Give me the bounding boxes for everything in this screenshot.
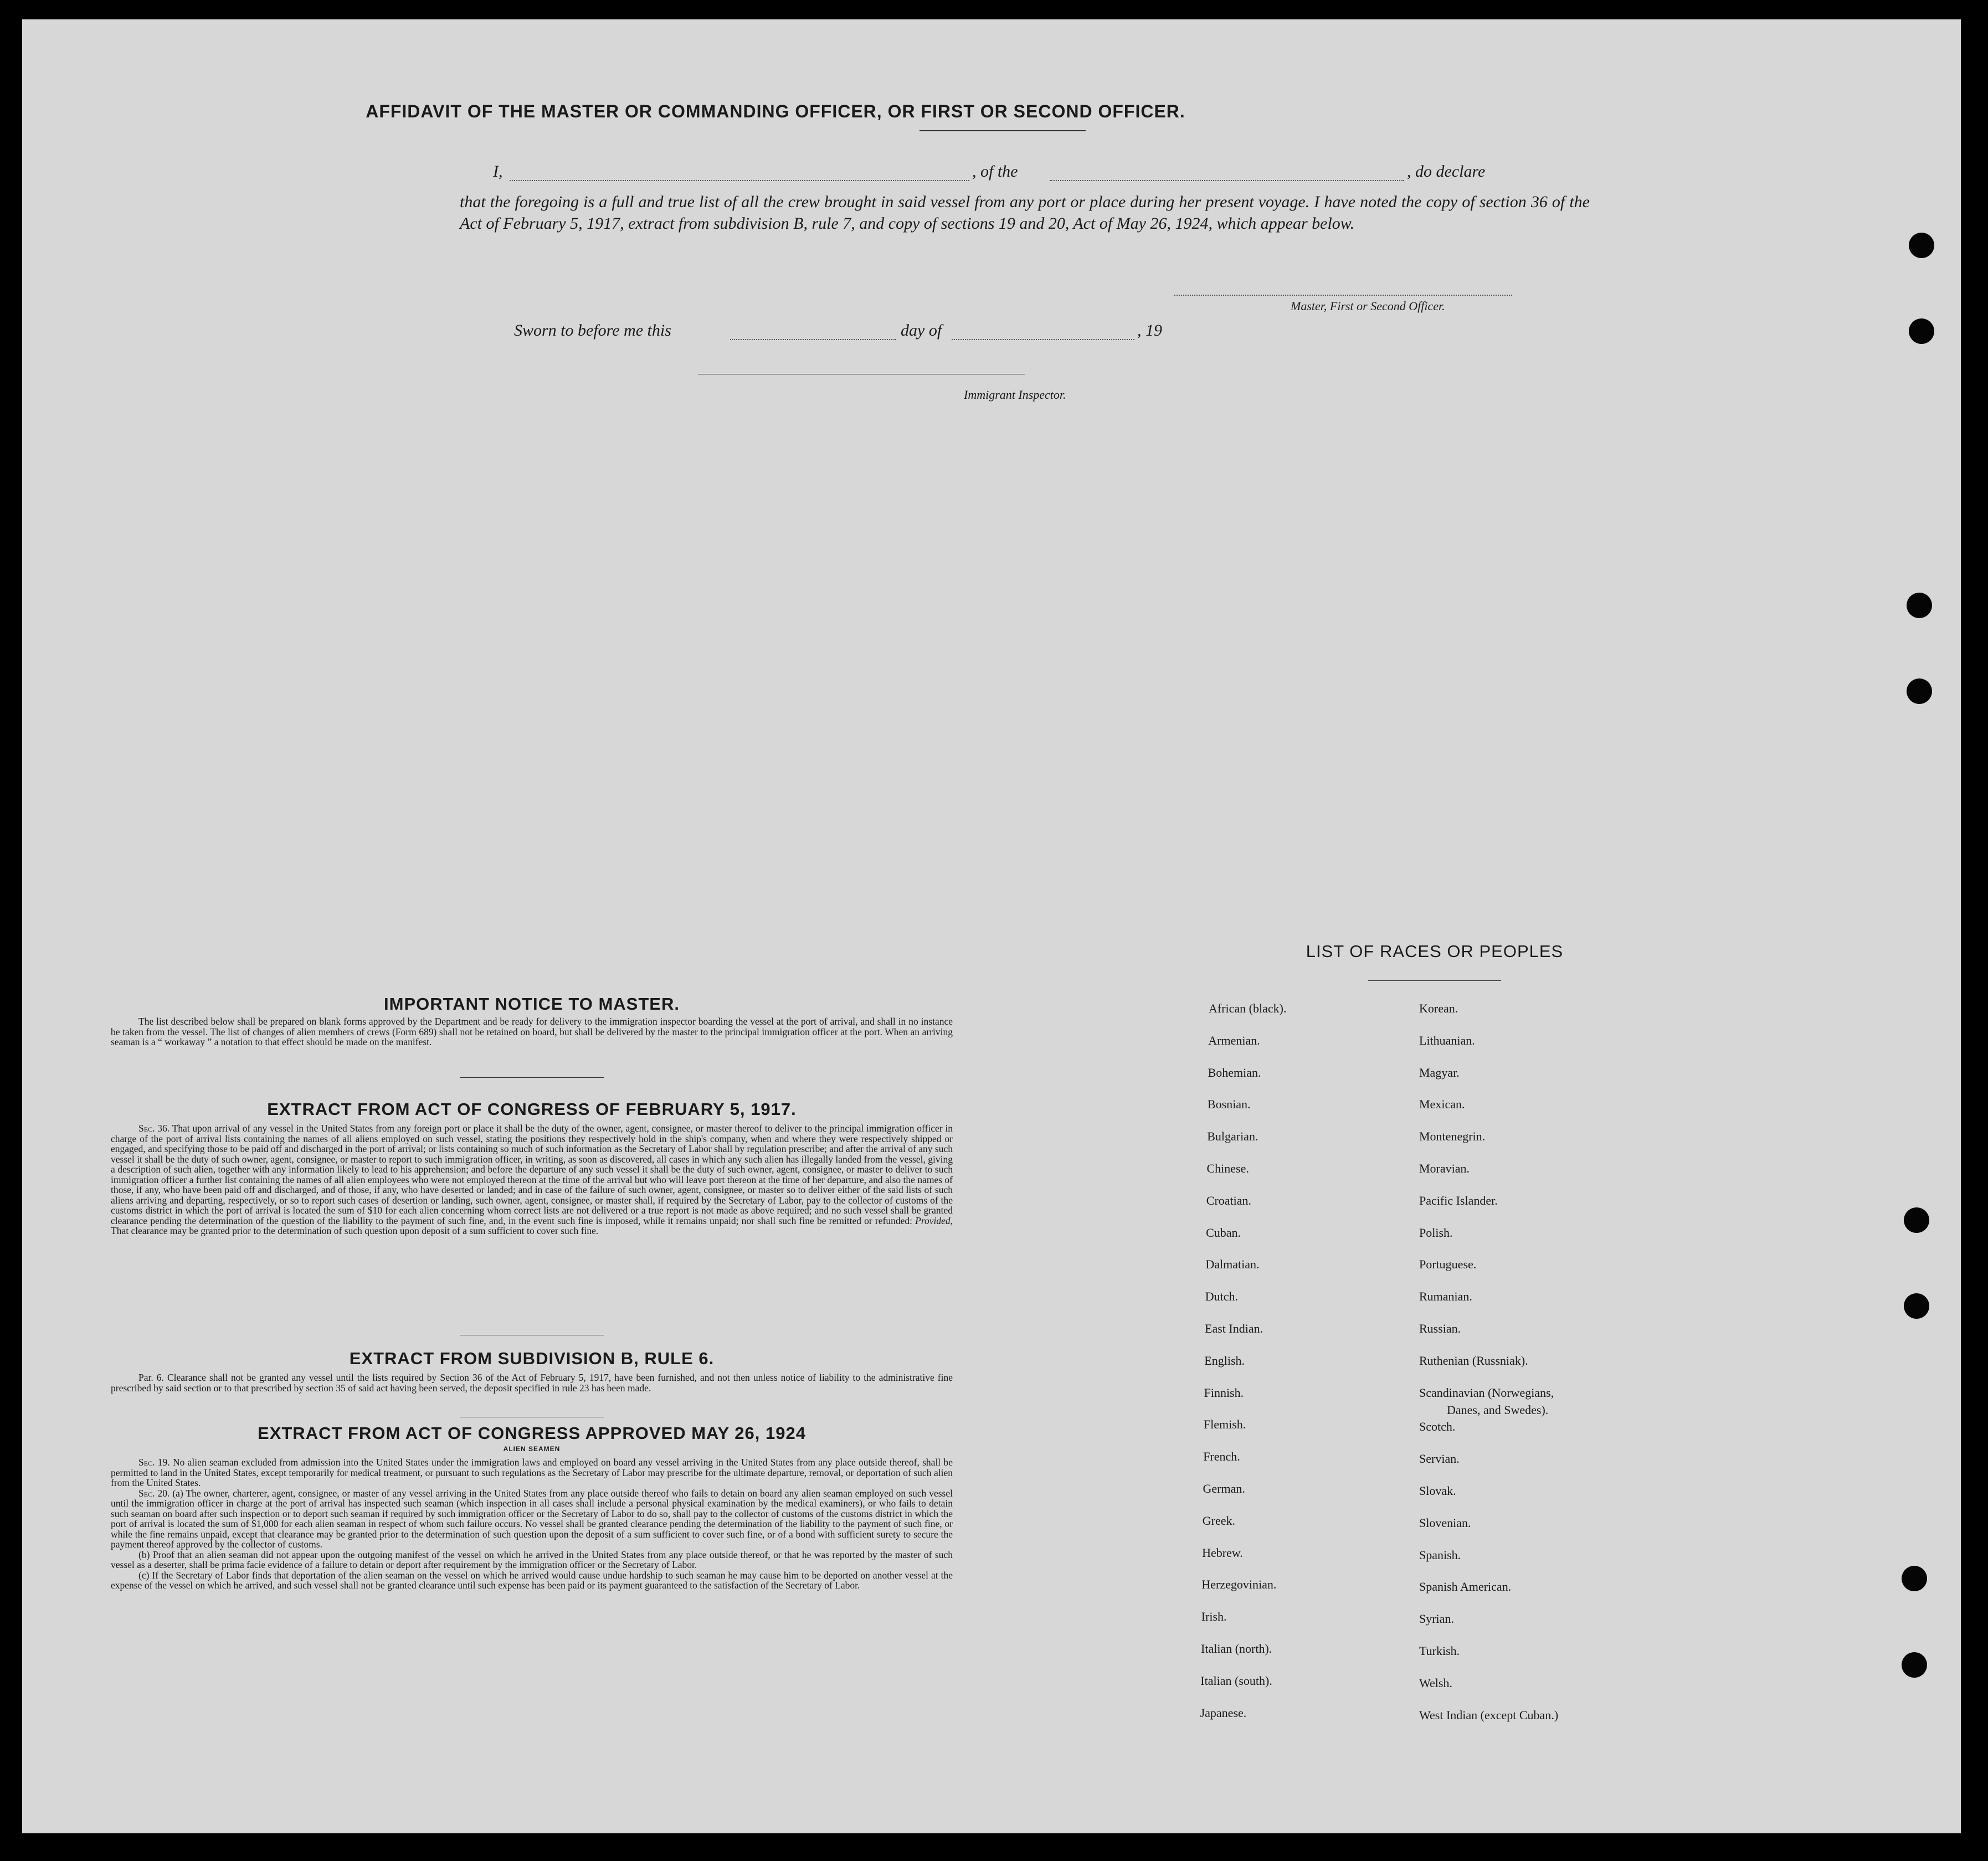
- affidavit-statement: that the foregoing is a full and true list of all the crew brought in said vessel from any port or place during her present voyage. I have noted the copy of section 36 of the Act of February 5, 1917, extract from subdivision B, rule 7, and copy of sections 19 and 20, Act of May 26, 1924, which appear below.: [460, 193, 1590, 233]
- race-item: East Indian.: [1205, 1322, 1263, 1335]
- race-item: Syrian.: [1419, 1612, 1454, 1626]
- inspector-caption: Immigrant Inspector.: [964, 388, 1066, 402]
- i-label: I,: [493, 162, 503, 181]
- race-item: Dutch.: [1205, 1289, 1238, 1304]
- race-item: Italian (north).: [1201, 1642, 1272, 1656]
- of-the-label: , of the: [972, 162, 1018, 181]
- punch-hole: [1909, 318, 1934, 344]
- race-item: Moravian.: [1419, 1161, 1470, 1175]
- race-item: Pacific Islander.: [1419, 1193, 1498, 1207]
- race-item: German.: [1203, 1482, 1245, 1495]
- race-item: Servian.: [1419, 1452, 1460, 1466]
- race-item: Chinese.: [1206, 1161, 1249, 1175]
- notice-title: IMPORTANT NOTICE TO MASTER.: [384, 994, 680, 1014]
- race-item: Cuban.: [1206, 1225, 1241, 1240]
- races-title: LIST OF RACES OR PEOPLES: [1306, 942, 1564, 961]
- section-divider: [460, 1077, 604, 1078]
- race-item: Mexican.: [1419, 1097, 1465, 1112]
- notice-paragraph: The list described below shall be prepared on blank forms approved by the Department and be ready for delivery to the immigration inspector boarding the vessel at the port of arrival, and shall in no instance be taken from the vessel. The list of changes of alien members of crews (Form 689) shall not be retained on board, but shall be delivered by the master to the principal immigration officer at the port. When an arriving seaman is a “ workaway ” a notation to that effect should be made on the manifest.: [111, 1016, 953, 1047]
- provided-label: Provided,: [915, 1215, 953, 1226]
- extract-1924-text: [111, 1457, 953, 1591]
- punch-hole: [1907, 678, 1932, 704]
- extract-1924-title: EXTRACT FROM ACT OF CONGRESS APPROVED MAY 26, 1924: [258, 1423, 806, 1443]
- race-item: Magyar.: [1419, 1065, 1460, 1079]
- provided-text: That clearance may be granted prior to the determination of such question upon deposit of a sum sufficient to cover such fine.: [111, 1225, 599, 1236]
- do-declare-label: , do declare: [1407, 162, 1486, 181]
- race-item: Flemish.: [1203, 1417, 1246, 1432]
- race-item: Scotch.: [1419, 1420, 1456, 1434]
- race-item: Spanish American.: [1419, 1580, 1512, 1594]
- race-item: Portuguese.: [1419, 1257, 1477, 1272]
- extract-1917-title: EXTRACT FROM ACT OF CONGRESS OF FEBRUARY 5, 1917.: [267, 1099, 797, 1119]
- race-item: Lithuanian.: [1419, 1033, 1475, 1047]
- race-item: French.: [1203, 1449, 1240, 1464]
- race-item: Rumanian.: [1419, 1289, 1472, 1304]
- punch-hole: [1904, 1293, 1929, 1319]
- sec-20-label: Sec. 20.: [138, 1487, 170, 1499]
- punch-hole: [1907, 593, 1932, 618]
- race-item: Irish.: [1201, 1610, 1227, 1624]
- day-of-label: day of: [901, 321, 942, 340]
- race-item: Italian (south).: [1200, 1673, 1272, 1688]
- race-item: Bulgarian.: [1207, 1129, 1258, 1144]
- race-item: Bohemian.: [1208, 1065, 1261, 1079]
- scandinavian-continuation: Danes, and Swedes).: [1447, 1403, 1549, 1417]
- punch-hole: [1909, 233, 1934, 258]
- race-item: Hebrew.: [1202, 1545, 1243, 1560]
- race-item: African (black).: [1209, 1001, 1287, 1015]
- sec-36-text: That upon arrival of any vessel in the United States from any foreign port or place it shall be the duty of the owner, agent, consignee, or master thereof to deliver to the principal immigration officer in charge of the port of arrival lists containing the names of all aliens employed on such vessel, stating the positions they respectively hold in the ship's company, when and where they were respectively shipped or engaged, and specifying those to be paid off and discharged in the port of arrival; or lists containing so much of such information as the Secretary of Labor shall by regulation prescribe; and after the arrival of any such vessel it shall be the duty of such owner, agent, consignee, or master to report to such immigration officer, in writing, as soon as discovered, all cases in which any such alien has illegally landed from the vessel, giving a description of such alien, together with any information likely to lead to his apprehension; and before the departure of any such vessel it shall be the duty of such owner, agent, consignee, or master to deliver to such immigration officer a further list containing the names of all alien employees who were not employed thereon at the time of the arrival but who will leave port thereon at the time of her departure, and also the names of those, if any, who have been paid off and discharged, and of those, if any, who have deserted or landed; and in case of the failure of such owner, agent, consignee, or master so to deliver either of the said lists of such aliens arriving and departing, respectively, or so to report such cases of desertion or landing, such owner, agent, consignee, or master shall, if required by the Secretary of Labor, pay to the collector of customs of the customs district in which the port of arrival is located the sum of $10 for each alien concerning whom correct lists are not delivered or a true report is not made as above required; and no such vessel shall be granted clearance pending the determination of the question of the liability to the payment of such fine, and, in the event such fine is imposed, while it remains unpaid; nor shall such fine be remitted or refunded:: [111, 1123, 953, 1226]
- punch-hole: [1902, 1566, 1927, 1591]
- declarant-line: [493, 162, 1590, 184]
- rule6-paragraph: Par. 6. Clearance shall not be granted any vessel until the lists required by Section 36 of the Act of February 5, 1917, have been furnished, and not then unless notice of liability to the administrative fine prescribed by said section or to that prescribed by section 35 of said act having been served, the deposit specified in rule 23 has been made.: [111, 1372, 953, 1394]
- sec-20c-text: (c) If the Secretary of Labor finds that deportation of the alien seaman on the vessel on which he arrived would cause undue hardship to such seaman he may cause him to be deported on another vessel at the expense of the vessel on which he arrived, and such vessel shall not be granted clearance until such expense has been paid or its payment guaranteed to the satisfaction of the Secretary of Labor.: [111, 1569, 953, 1591]
- name-blank[interactable]: [510, 180, 969, 181]
- extract-rule6-title: EXTRACT FROM SUBDIVISION B, RULE 6.: [349, 1349, 715, 1368]
- document-page: [22, 19, 1961, 1833]
- sec-20a-text: (a) The owner, charterer, agent, consignee, or master of any vessel arriving in the United States from any place outside thereof who fails to detain on board any alien seaman employed on such vessel until the immigration officer in charge at the port of arrival has inspected such seaman (which inspection in all cases shall include a personal physical examination by the medical examiners), or who fails to detain such seaman on board after such inspection or to deport such seaman if required by such immigration officer or the Secretary of Labor to do so, shall pay to the collector of customs of the customs district in which the port of arrival is located the sum of $1,000 for each alien seaman in respect of whom such failure occurs. No vessel shall be granted clearance pending the determination of the liability to the payment of such fine, or while the fine remains unpaid, except that clearance may be granted prior to the determination of such question upon the deposit of a sum sufficient to cover such fine, or of a bond with sufficient surety to secure the payment thereof approved by the collector of customs.: [111, 1487, 953, 1550]
- sworn-day-blank[interactable]: [730, 339, 896, 340]
- notice-text: [111, 1016, 953, 1047]
- race-item: Polish.: [1419, 1225, 1453, 1240]
- affidavit-title: AFFIDAVIT OF THE MASTER OR COMMANDING OFFICER, OR FIRST OR SECOND OFFICER.: [366, 101, 1185, 121]
- race-item: Spanish.: [1419, 1548, 1461, 1562]
- signature-blank[interactable]: [1174, 295, 1512, 296]
- race-item: Greek.: [1202, 1513, 1236, 1528]
- sworn-label: Sworn to before me this: [514, 321, 671, 340]
- race-item: Bosnian.: [1207, 1097, 1251, 1112]
- race-item: Slovenian.: [1419, 1515, 1471, 1530]
- race-item: Armenian.: [1208, 1033, 1260, 1047]
- race-item: Ruthenian (Russniak).: [1419, 1353, 1528, 1368]
- sec-19-text: No alien seaman excluded from admission into the United States under the immigration laws and employed on board any vessel arriving in the United States from any place outside thereof, shall be permitted to land in the United States, except temporarily for medical treatment, or pursuant to such regulations as the Secretary of Labor may prescribe for the ultimate departure, removal, or deportation of such alien from the United States.: [111, 1457, 953, 1488]
- punch-hole: [1904, 1207, 1929, 1233]
- race-item: English.: [1204, 1353, 1245, 1368]
- race-item: Croatian.: [1206, 1193, 1252, 1207]
- year-label: , 19: [1137, 321, 1162, 340]
- race-item: Russian.: [1419, 1322, 1461, 1335]
- race-item: West Indian (except Cuban.): [1419, 1708, 1559, 1722]
- title-divider: [919, 130, 1086, 131]
- sec-20b-text: (b) Proof that an alien seaman did not appear upon the outgoing manifest of the vessel on which he arrived in the United States from any place outside thereof, or that he was reported by the master of such vessel as a deserter, shall be prima facie evidence of a failure to detain or deport after requirement by the immigration officer or the Secretary of Labor.: [111, 1549, 953, 1570]
- race-item: Scandinavian (Norwegians,: [1419, 1385, 1554, 1400]
- sec-36-label: Sec. 36.: [138, 1123, 170, 1134]
- race-item: Turkish.: [1419, 1644, 1460, 1658]
- vessel-blank[interactable]: [1050, 180, 1404, 181]
- sec-19-label: Sec. 19.: [138, 1457, 170, 1468]
- race-item: Japanese.: [1200, 1705, 1247, 1720]
- race-item: Montenegrin.: [1419, 1129, 1486, 1144]
- race-item: Korean.: [1419, 1001, 1458, 1015]
- sworn-line: [514, 321, 1234, 343]
- races-divider: [1368, 980, 1501, 981]
- race-item: Finnish.: [1204, 1385, 1244, 1400]
- punch-hole: [1902, 1652, 1927, 1678]
- alien-seamen-subtitle: ALIEN SEAMEN: [503, 1445, 561, 1453]
- race-item: Dalmatian.: [1205, 1257, 1260, 1272]
- sworn-month-blank[interactable]: [952, 339, 1134, 340]
- extract-rule6-text: [111, 1372, 953, 1393]
- signature-caption: Master, First or Second Officer.: [1291, 299, 1445, 313]
- extract-1917-text: [111, 1123, 953, 1236]
- race-item: Slovak.: [1419, 1484, 1456, 1498]
- race-item: Herzegovinian.: [1201, 1577, 1277, 1592]
- race-item: Welsh.: [1419, 1675, 1452, 1690]
